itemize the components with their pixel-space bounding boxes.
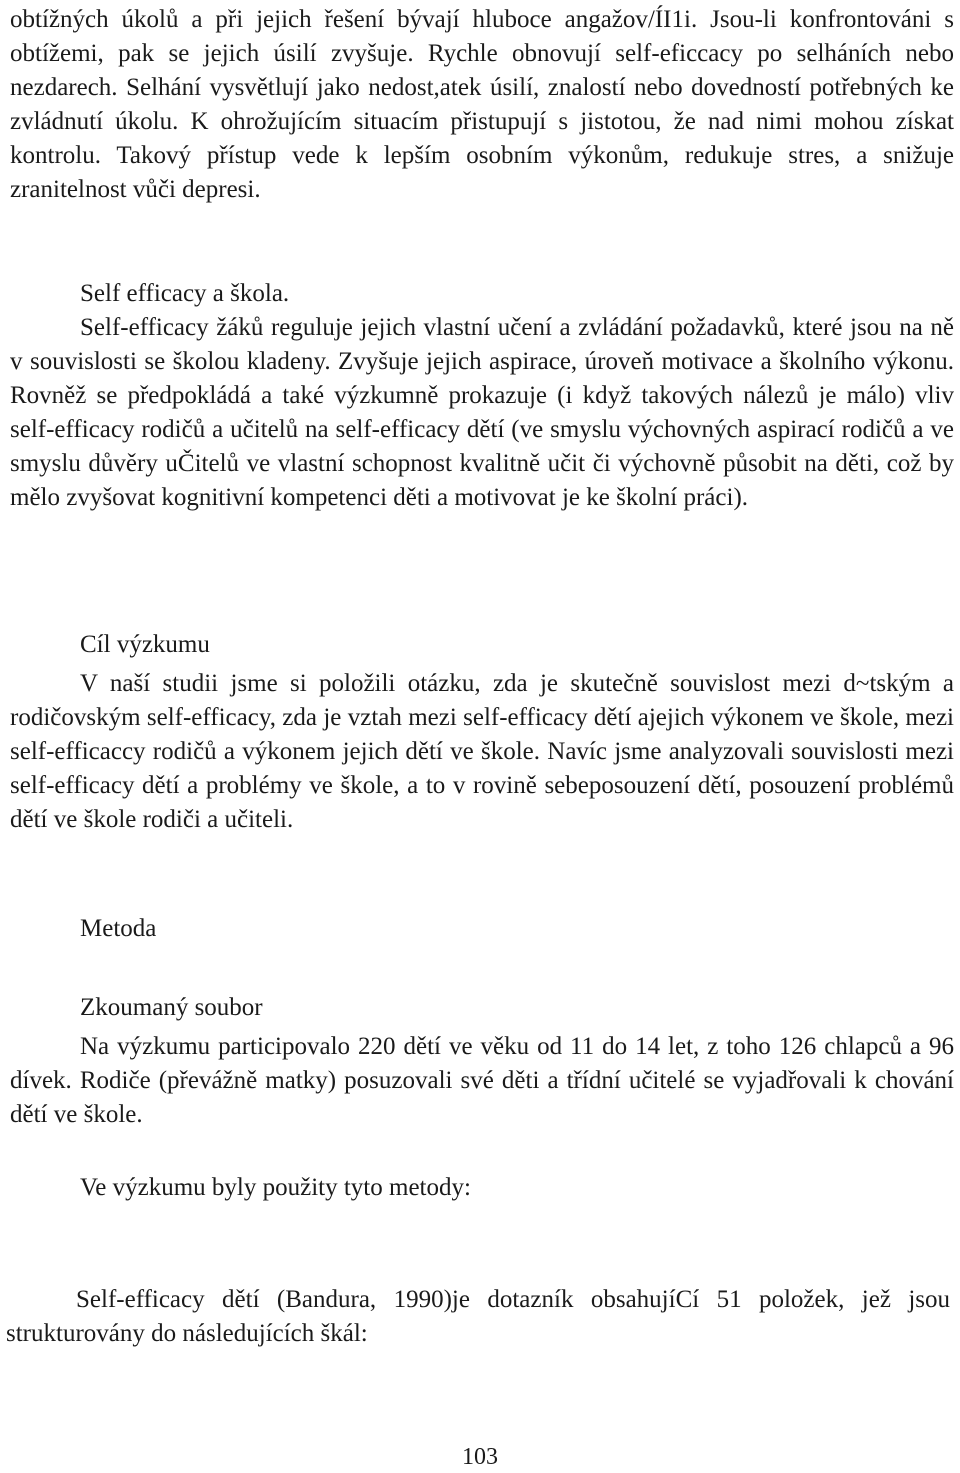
paragraph-intro: obtížných úkolů a při jejich řešení bývají hluboce angažov/ÍI1i. Jsou-li konfrontováni s obtížemi, pak se jejich úsilí zvyšuje. Rychle obnovují self-eficcacy po selháních nebo nezdarech. Selhání vysvětlují jako nedost,atek úsilí, znalostí nebo dovedností potřebných ke zvládnutí úkolu. K ohrožujícím situacím přistupují s jistotou, že nad nimi mohou získat kontrolu. Takový přístup vede k lepším osobním výkonům, redukuje stres, a snižuje zranitelnost vůči depresi. — [10, 6, 954, 203]
heading-sample: Zkoumaný soubor — [80, 994, 263, 1021]
paragraph-methods-used: Ve výzkumu byly použity tyto metody: — [80, 1174, 471, 1201]
heading-method: Metoda — [80, 915, 157, 942]
page-number: 103 — [462, 1444, 498, 1470]
heading-research-goal: Cíl výzkumu — [80, 631, 210, 658]
heading-self-efficacy-school: Self efficacy a škola. — [80, 280, 290, 307]
paragraph-self-efficacy-school: Self-efficacy žáků reguluje jejich vlastní učení a zvládání požadavků, které jsou na ně v souvislosti se školou kladeny. Zvyšuje jejich aspirace, úroveň motivace a školního výkonu. Rovněž se předpokládá a také výzkumně prokazuje (i když takových nálezů je málo) vliv self-efficacy rodičů a učitelů na self-efficacy dětí (ve smyslu výchovných aspirací rodičů a ve smyslu důvěry uČitelů ve vlastní schopnost kvalitně učit či výchovně působit na děti, což by mělo zvyšovat kognitivní kompetenci děti a motivovat je ke školní práci). — [10, 314, 954, 511]
paragraph-sample: Na výzkumu participovalo 220 dětí ve věku od 11 do 14 let, z toho 126 chlapců a 96 dívek. Rodiče (převážně matky) posuzovali své děti a třídní učitelé se vyjadřovali k chování dětí ve škole. — [10, 1033, 954, 1128]
paragraph-self-efficacy-children: Self-efficacy dětí (Bandura, 1990)je dotazník obsahujíCí 51 položek, jež jsou strukturovány do následujících škál: — [6, 1286, 950, 1347]
paragraph-research-goal: V naší studii jsme si položili otázku, zda je skutečně souvislost mezi d~tským a rodičovským self-efficacy, zda je vztah mezi self-efficacy dětí ajejich výkonem ve škole, mezi self-efficaccy rodičů a výkonem jejich dětí ve škole. Navíc jsme analyzovali souvislosti mezi self-efficacy dětí a problémy ve škole, a to v rovině sebeposouzení dětí, posouzení problémů dětí ve škole rodiči a učiteli. — [10, 670, 954, 833]
